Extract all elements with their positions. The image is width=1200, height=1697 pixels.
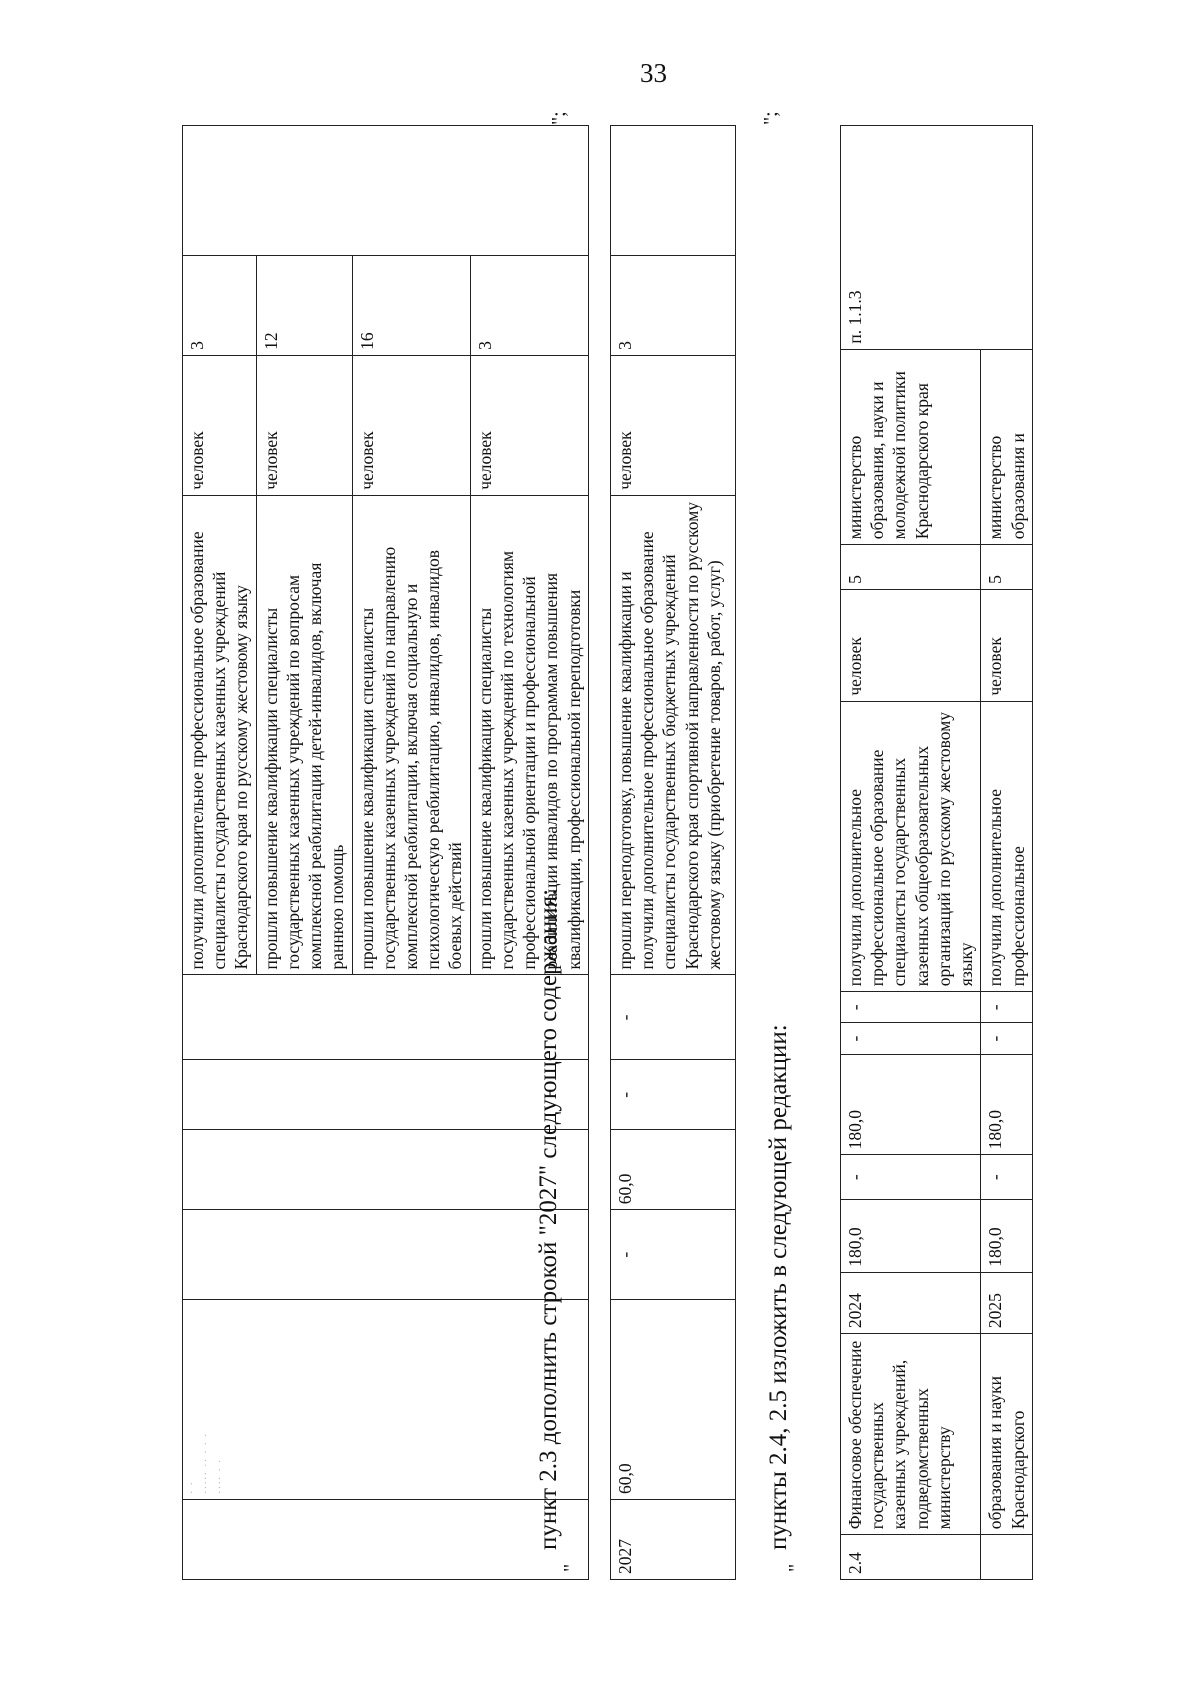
value-cell: 180,0 <box>841 1054 981 1155</box>
quote-open: " <box>785 1563 807 1572</box>
value-cell: - <box>841 1023 981 1054</box>
unit-cell: человек <box>470 355 588 495</box>
measure-name: Финансовое обеспечение государственных казенных учреждений, подведомственных министерству <box>841 1334 981 1535</box>
indicator-text: прошли повышение квалификации специалисты государственных казенных учреждений по вопросам комплексной реабилитации детей-инвалидов, включая раннюю помощь <box>256 495 352 975</box>
value-cell: 12 <box>256 255 352 355</box>
year-cell: 2027 <box>611 1500 736 1580</box>
empty-cell <box>183 1210 589 1300</box>
executor-cell: министерство образования и <box>981 349 1032 545</box>
empty-cell <box>183 1500 589 1580</box>
quote-close: "; <box>548 111 570 125</box>
indicator-text: получили дополнительное профессиональное образование специалисты государственных казенных учреждений Краснодарского края по русскому жестовому языку <box>183 495 257 975</box>
executor-cell: министерство образования, науки и молодежной политики Краснодарского края <box>841 349 981 545</box>
value-cell: - <box>841 1155 981 1200</box>
empty-cell <box>183 1060 589 1130</box>
table-row <box>841 126 981 1580</box>
empty-cell <box>183 126 589 256</box>
value-cell: 60,0 <box>611 1130 736 1210</box>
total-cell: 180,0 <box>841 1200 981 1273</box>
value-cell: 3 <box>470 255 588 355</box>
unit-cell: человек <box>352 355 470 495</box>
row-number <box>981 1535 1032 1580</box>
section-heading: пункты 2.4, 2.5 изложить в следующей редакции: <box>765 1024 792 1550</box>
page-number: 33 <box>640 58 667 88</box>
value-cell: - <box>611 975 736 1060</box>
total-cell: 60,0 <box>611 1300 736 1500</box>
unit-cell: человек <box>841 589 981 701</box>
blurred-text: · · <box>186 1480 198 1495</box>
row-number: 2.4 <box>841 1535 981 1580</box>
unit-cell: человек <box>183 355 257 495</box>
quote-close: "; <box>760 111 782 125</box>
unit-cell: человек <box>256 355 352 495</box>
indicator-text: прошли повышение квалификации специалисты государственных казенных учреждений по технологиям профессиональной ориентации и профессиональной реабилитации инвалидов по программам повышения квалификации, профессиональной переподготовки <box>470 495 588 975</box>
table-row <box>611 126 736 1580</box>
value-cell: 3 <box>611 255 736 355</box>
value-cell: 5 <box>981 545 1032 590</box>
empty-cell <box>611 126 736 256</box>
value-cell: 16 <box>352 255 470 355</box>
value-cell: - <box>611 1210 736 1300</box>
total-cell: 180,0 <box>981 1200 1032 1273</box>
value-cell: - <box>841 992 981 1023</box>
quote-open: " <box>560 1563 582 1572</box>
blurred-text: ····· ·· · · · <box>199 1432 212 1495</box>
reference-cell: п. 1.1.3 <box>841 126 1033 350</box>
indicator-text: получили дополнительное профессиональное образование специалисты государственных казенных общеобразовательных организаций по русскому жестовому языку <box>841 701 981 992</box>
indicator-text: прошли повышение квалификации специалисты государственных казенных учреждений по направлению комплексной реабилитации, включая социальную и психологическую реабилитацию, инвалидов, инвалидов боевых действий <box>352 495 470 975</box>
year-cell: 2025 <box>981 1272 1032 1333</box>
empty-cell <box>183 1130 589 1210</box>
value-cell: - <box>981 1155 1032 1200</box>
value-cell: - <box>981 1023 1032 1054</box>
blurred-text: ···· · · <box>213 1458 226 1495</box>
continued-table <box>182 125 589 1580</box>
section-heading: пункт 2.3 дополнить строкой "2027" следующего содержания: <box>535 888 562 1550</box>
year-cell: 2024 <box>841 1272 981 1333</box>
value-cell: - <box>981 992 1032 1023</box>
value-cell: 180,0 <box>981 1054 1032 1155</box>
table-row <box>183 126 257 1580</box>
unit-cell: человек <box>611 355 736 495</box>
value-cell: - <box>611 1060 736 1130</box>
rotated-content <box>160 20 1060 1580</box>
measure-name: образования и науки Краснодарского <box>981 1334 1032 1535</box>
blurred-cell <box>183 1300 589 1500</box>
unit-cell: человек <box>981 589 1032 701</box>
indicator-text: прошли переподготовку, повышение квалификации и получили дополнительное профессиональное образование специалисты государственных бюджетных учреждений Краснодарского края спортивной направленности по русскому жестовому языку (приобретение товаров, работ, услуг) <box>611 495 736 975</box>
empty-cell <box>183 975 589 1060</box>
inserted-row-table <box>610 125 736 1580</box>
value-cell: 3 <box>183 255 257 355</box>
indicator-text: получили дополнительное профессиональное <box>981 701 1032 992</box>
value-cell: 5 <box>841 545 981 590</box>
replaced-rows-table <box>840 125 1033 1580</box>
